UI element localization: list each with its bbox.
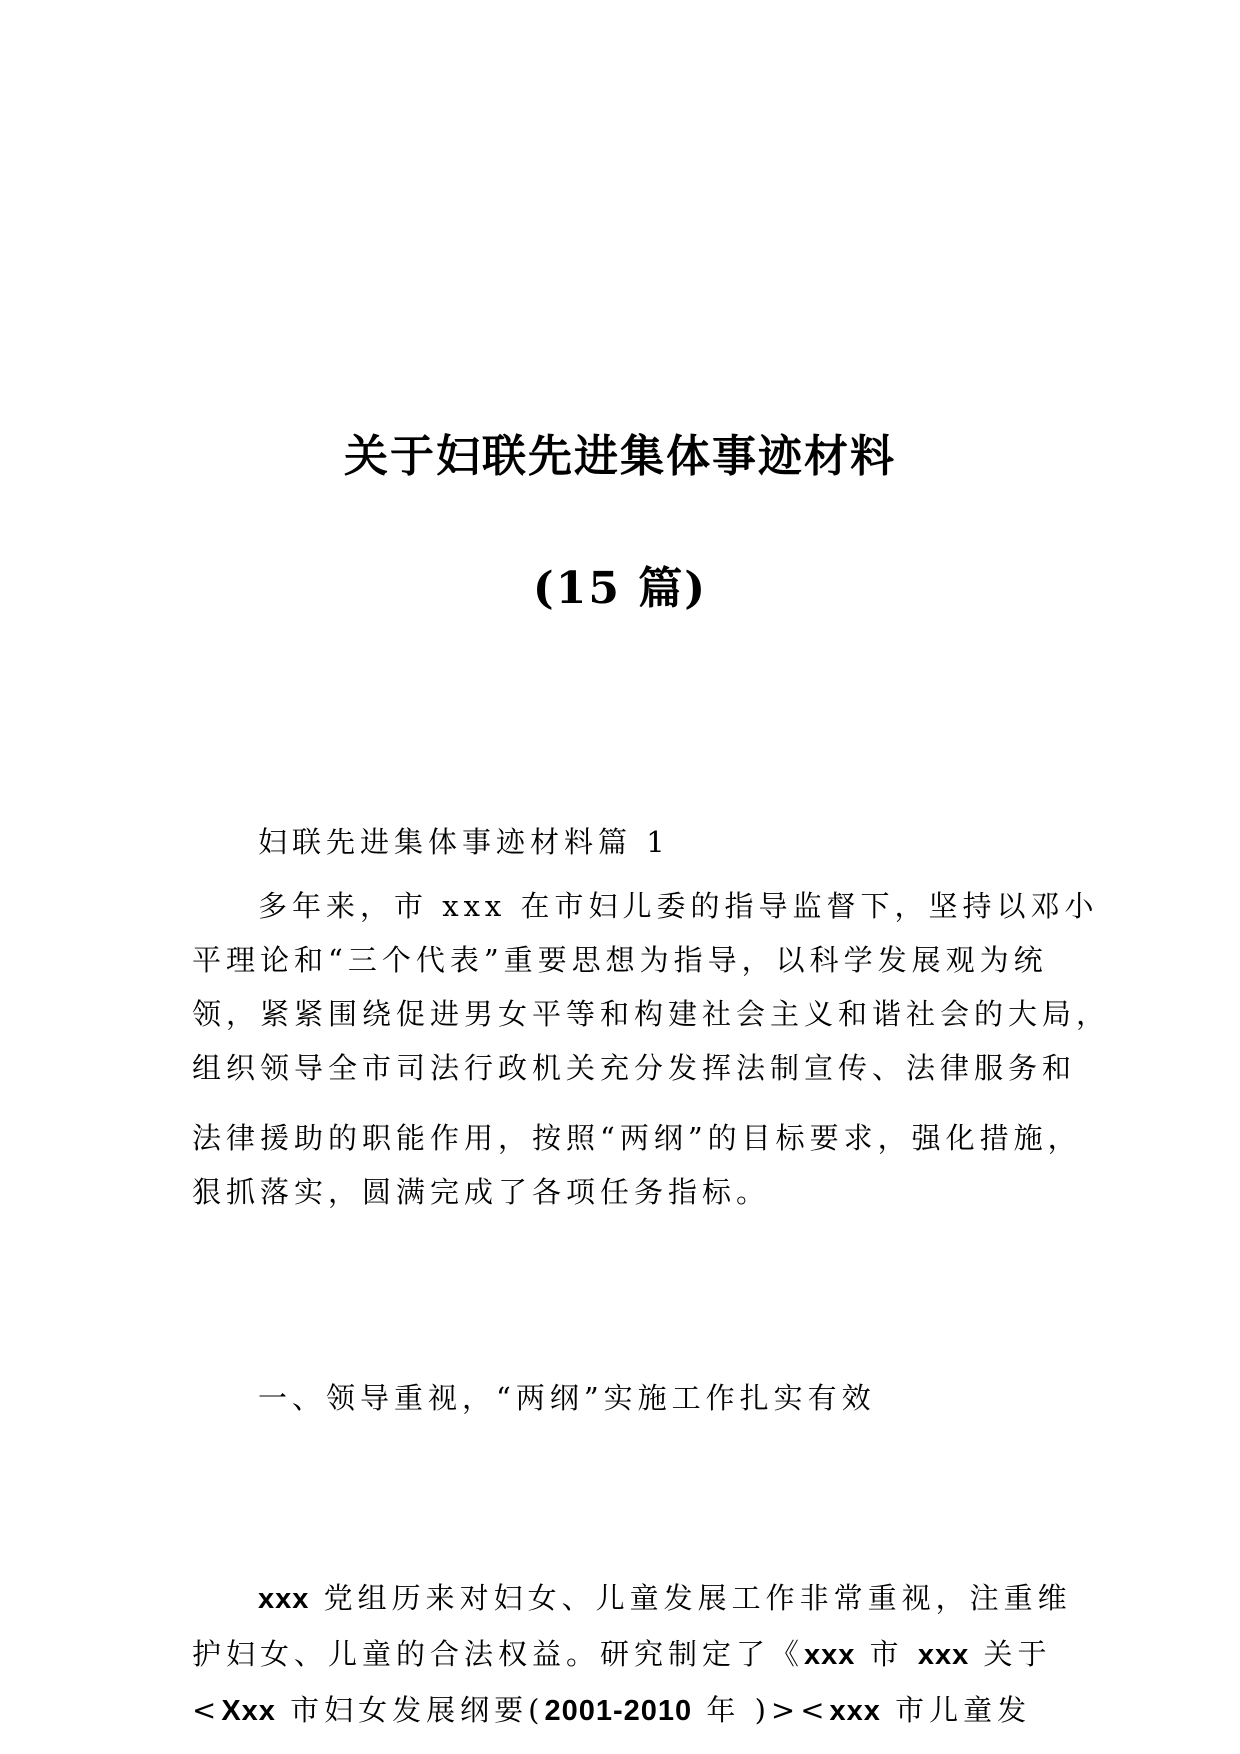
text-run: <: [192, 1693, 222, 1727]
text-run: 市儿童发: [880, 1693, 1032, 1727]
text-run: 护妇女、儿童的合法权益。研究制定了《: [192, 1637, 805, 1671]
text-run: 党组历来对妇女、儿童发展工作非常重视，注重维: [309, 1581, 1072, 1615]
text-run: 年 )><: [692, 1693, 830, 1727]
bold-text: 2001-2010: [544, 1695, 693, 1727]
paragraph-line: 法律援助的职能作用，按照“两纲”的目标要求，强化措施，: [192, 1121, 1082, 1155]
paragraph-line: 组织领导全市司法行政机关充分发挥法制宣传、法律服务和: [192, 1051, 1077, 1085]
bold-text: xxx: [917, 1639, 970, 1671]
paragraph-line: [192, 1690, 1052, 1731]
paragraph-line: 狠抓落实，圆满完成了各项任务指标。: [192, 1175, 771, 1209]
bold-text: xxx: [258, 1583, 310, 1615]
paragraph-line: 平理论和“三个代表”重要思想为指导，以科学发展观为统: [192, 943, 1048, 977]
paragraph-line: [192, 1634, 1052, 1675]
bold-text: xxx: [829, 1695, 881, 1727]
paragraph-line: 领，紧紧围绕促进男女平等和构建社会主义和谐社会的大局，: [192, 997, 1111, 1031]
text-run: 市妇女发展纲要(: [275, 1693, 545, 1727]
section-heading: 一、领导重视，“两纲”实施工作扎实有效: [258, 1381, 876, 1415]
paragraph-line: [258, 1578, 1072, 1619]
text-run: 关于: [969, 1637, 1052, 1671]
section-title: 妇联先进集体事迹材料篇 1: [258, 825, 670, 859]
document-title: 关于妇联先进集体事迹材料: [344, 431, 896, 482]
paragraph-line: 多年来，市 xxx 在市妇儿委的指导监督下，坚持以邓小: [258, 889, 1099, 923]
bold-text: Xxx: [221, 1695, 276, 1727]
text-run: 市: [855, 1637, 918, 1671]
document-subtitle: (15 篇): [532, 563, 708, 614]
bold-text: xxx: [804, 1639, 856, 1671]
